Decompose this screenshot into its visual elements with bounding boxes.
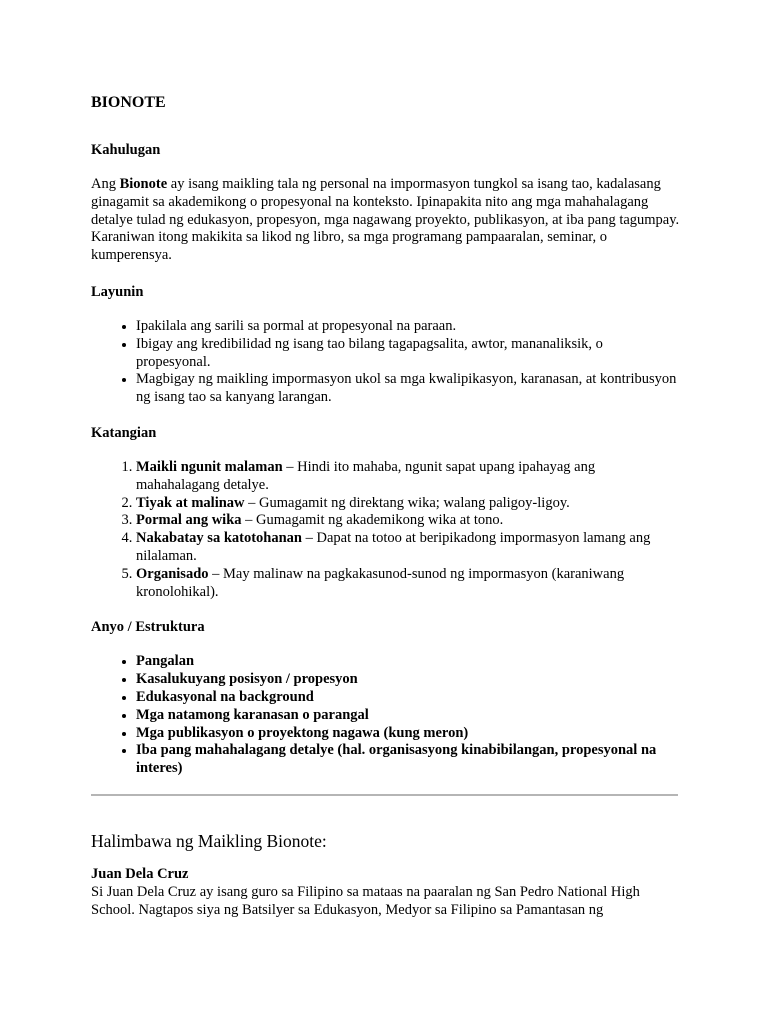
example-paragraph: Si Juan Dela Cruz ay isang guro sa Filipino sa mataas na paaralan ng San Pedro National High School. Nagtapos siya ng Batsilyer sa Edukasyon, Medyor sa Filipino sa Pamantasan ng [91,883,640,918]
heading-kahulugan: Kahulugan [91,142,161,158]
list-item: • Pangalan [136,653,681,671]
list-item [136,495,681,513]
katangian-desc: – Dapat na totoo at beripikadong impormasyon lamang ang nilalaman. [136,530,651,564]
katangian-term: Pormal ang wika [136,512,242,529]
layunin-list [91,318,681,407]
example-name: Juan Dela Cruz [91,865,189,882]
katangian-term: Nakabatay sa katotohanan [136,530,302,547]
list-item: • Magbigay ng maikling impormasyon ukol sa mga kwalipikasyon, karanasan, at kontribusyon ng isang tao sa kanyang larangan. [136,371,681,407]
list-item: • Kasalukuyang posisyon / propesyon [136,671,681,689]
katangian-term: Organisado [136,565,209,582]
document-body [91,93,681,919]
list-item: • Ibigay ang kredibilidad ng isang tao bilang tagapagsalita, awtor, mananaliksik, o propesyonal. [136,336,681,372]
heading-katangian: Katangian [91,424,157,441]
kahulugan-paragraph [91,176,681,265]
kahulugan-term: Bionote [119,176,168,192]
heading-halimbawa: Halimbawa ng Maikling Bionote: [91,830,327,851]
kahulugan-rest: ay isang maikling tala ng personal na impormasyon tungkol sa isang tao, kadalasang ginagamit sa akademikong o propesyonal na konteksto. Ipinapakita nito ang mga mahahalagang detalye tulad ng edukasyon, propesyon, mga nagawang proyekto, publikasyon, at iba pang tagumpay. Karaniwan itong makikita sa likod ng libro, sa mga programang pampaaralan, seminar, o kumperensya. [91,176,680,264]
katangian-term: Maikli ngunit malaman [136,458,283,475]
list-item: • Iba pang mahahalagang detalye (hal. organisasyong kinabibilangan, propesyonal na interes) [136,742,681,778]
list-item: • Mga natamong karanasan o parangal [136,707,681,725]
heading-layunin: Layunin [91,283,144,300]
list-item: • Mga publikasyon o proyektong nagawa (kung meron) [136,725,681,743]
katangian-desc: – May malinaw na pagkakasunod-sunod ng impormasyon (karaniwang kronolohikal). [136,565,625,600]
list-item [136,459,681,495]
document-title: BIONOTE [91,94,166,111]
kahulugan-pre: Ang [91,176,120,192]
list-item: • Ipakilala ang sarili sa pormal at propesyonal na paraan. [136,318,681,336]
katangian-desc: – Gumagamit ng direktang wika; walang paligoy-ligoy. [244,494,570,511]
katangian-list [91,459,681,601]
list-item [136,566,681,602]
list-item: • Edukasyonal na background [136,689,681,707]
katangian-term: Tiyak at malinaw [136,494,245,511]
list-item [136,512,681,530]
anyo-list [91,653,681,778]
katangian-desc: – Hindi ito mahaba, ngunit sapat upang ipahayag ang mahahalagang detalye. [136,458,596,493]
list-item [136,530,681,566]
heading-anyo: Anyo / Estruktura [91,619,205,636]
horizontal-divider [91,794,678,796]
katangian-desc: – Gumagamit ng akademikong wika at tono. [241,512,504,529]
